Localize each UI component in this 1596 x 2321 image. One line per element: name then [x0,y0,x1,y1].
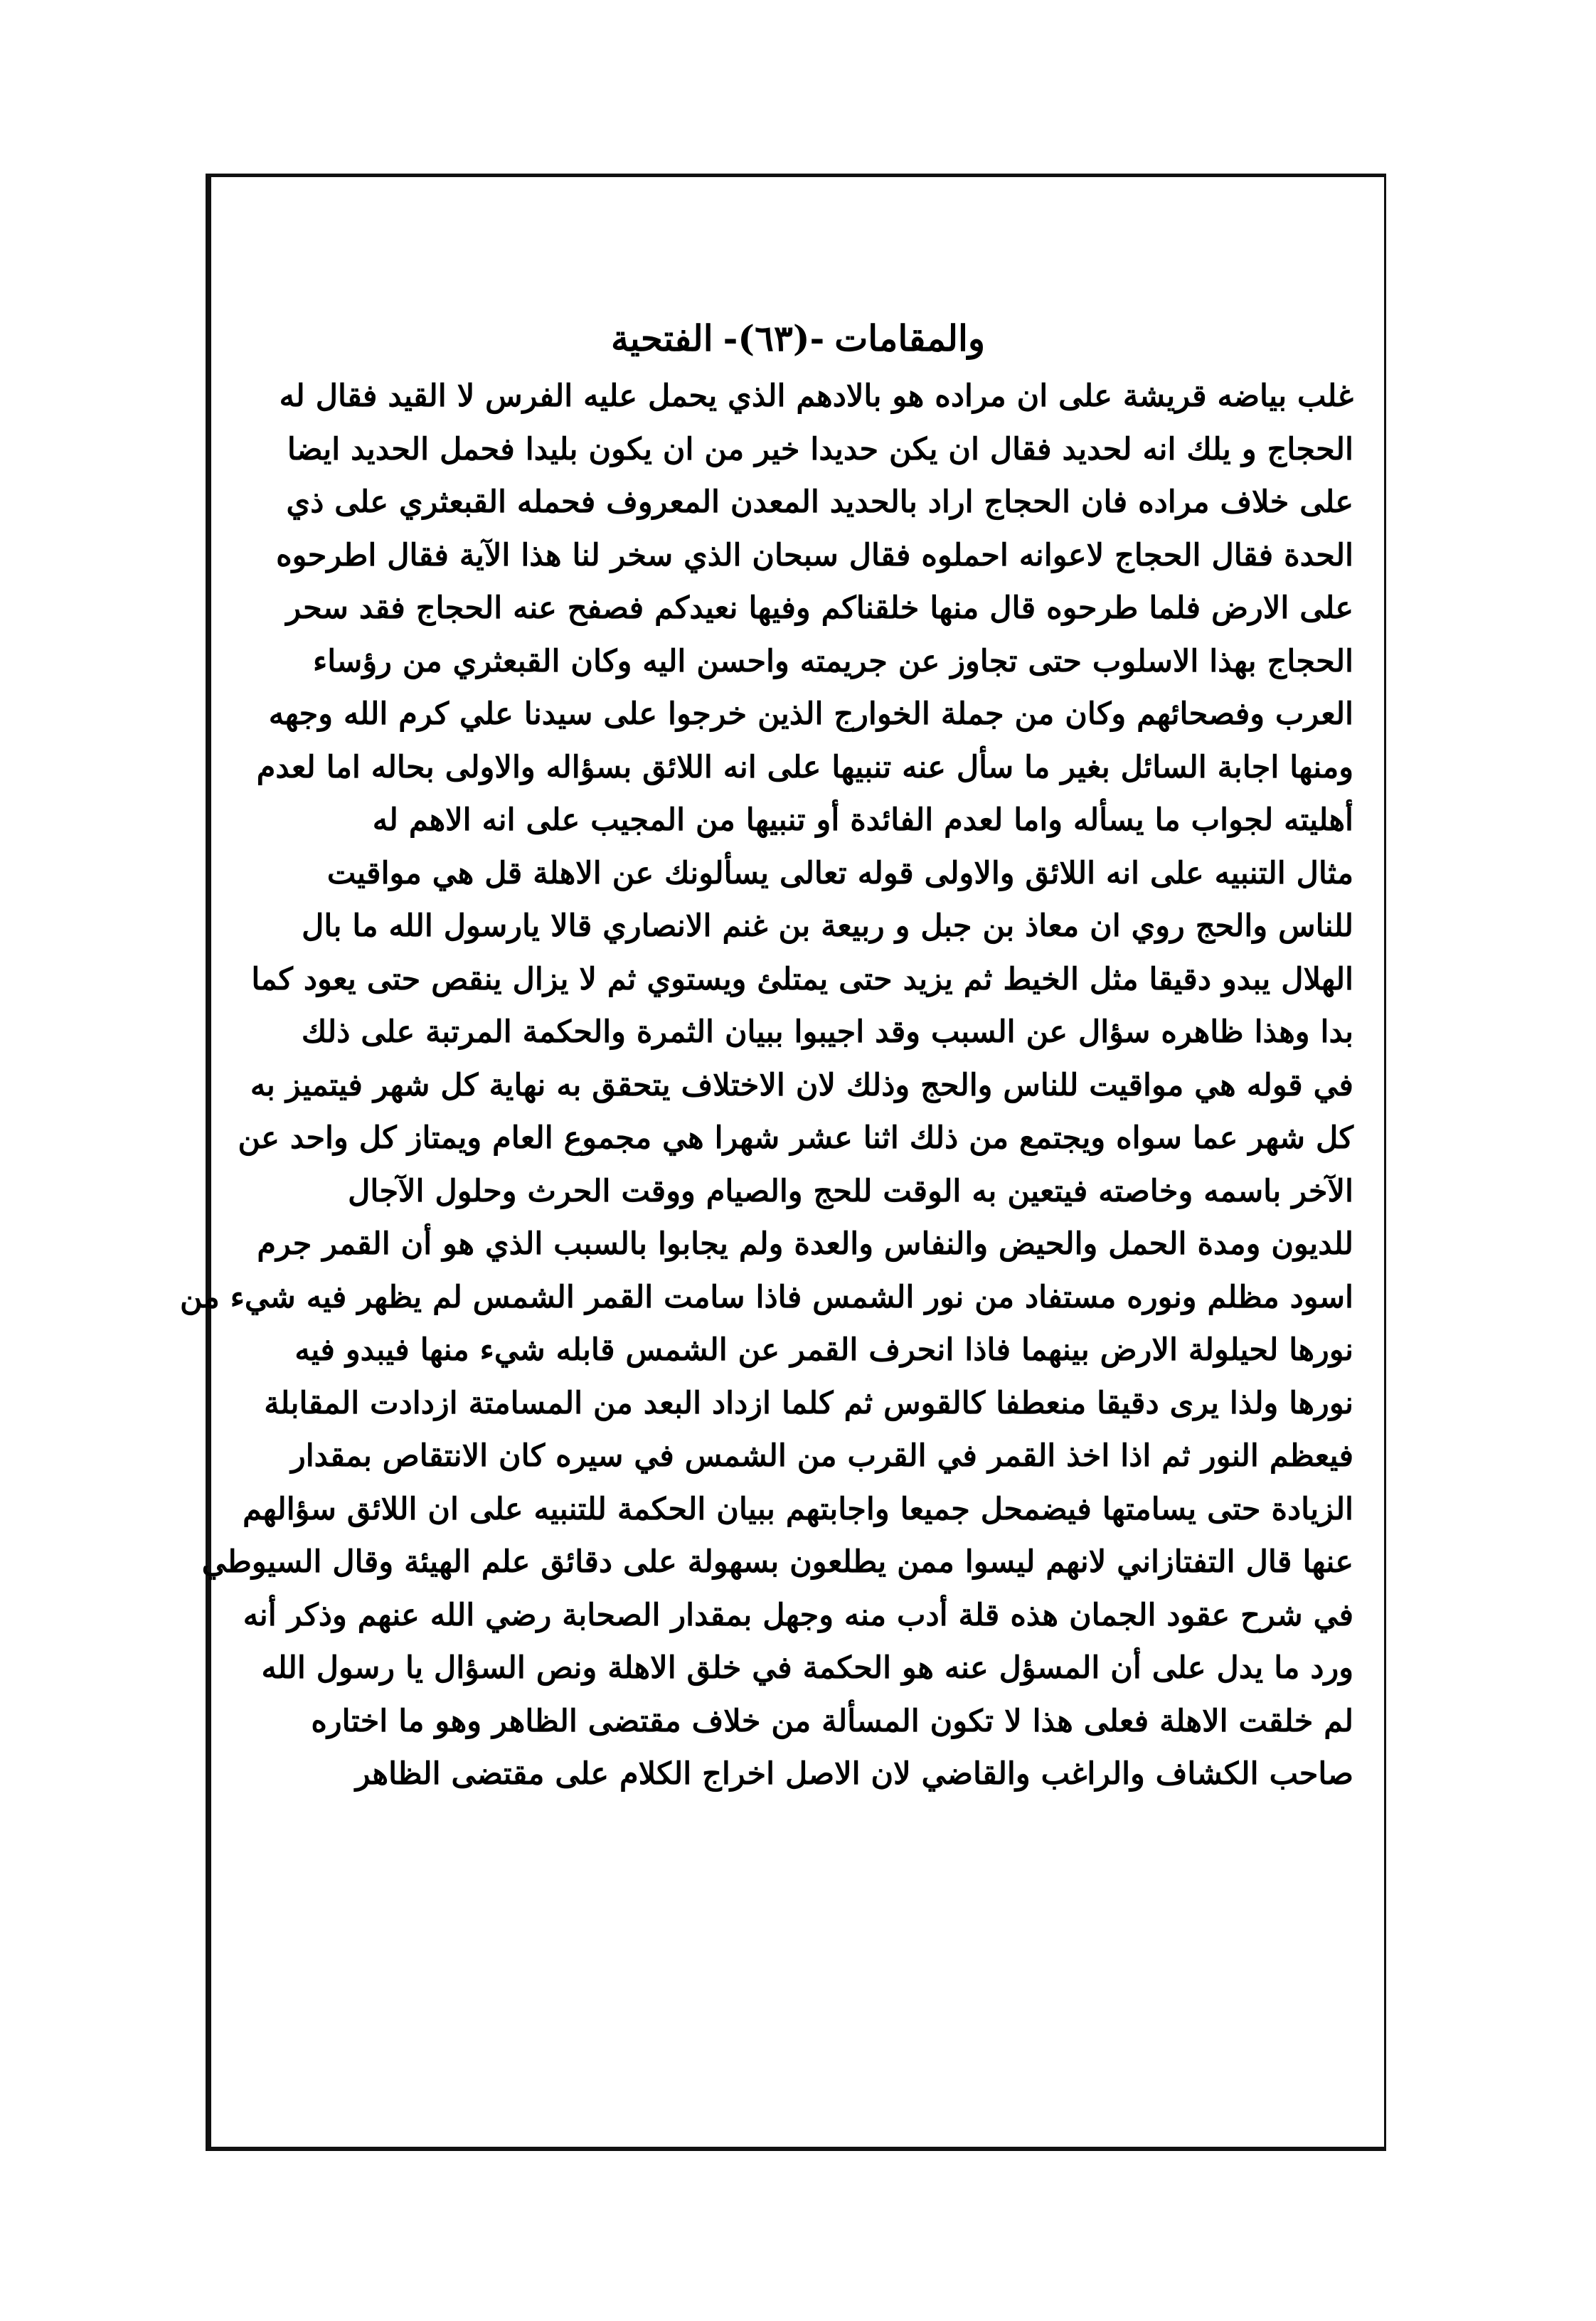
page-header [0,306,1596,370]
text-line: كل شهر عما سواه ويجتمع من ذلك اثنا عشر شهرا هي مجموع العام ويمتاز كل واحد عن [238,1120,1353,1156]
text-line: أهليته لجواب ما يسأله واما لعدم الفائدة أو تنبيها من المجيب على انه الاهم له [372,802,1353,838]
text-line: الحدة فقال الحجاج لاعوانه احملوه فقال سبحان الذي سخر لنا هذا الآية فقال اطرحوه [276,537,1353,573]
text-line: ومنها اجابة السائل بغير ما سأل عنه تنبيها على انه اللائق بسؤاله والاولى بحاله اما لعدم [256,749,1353,785]
text-line: العرب وفصحائهم وكان من جملة الخوارج الذين خرجوا على سيدنا علي كرم الله وجهه [268,696,1353,732]
text-line: الهلال يبدو دقيقا مثل الخيط ثم يزيد حتى يمتلئ ويستوي ثم لا يزال ينقص حتى يعود كما [251,961,1353,997]
text-line: للناس والحج روي ان معاذ بن جبل و ربيعة بن غنم الانصاري قالا يارسول الله ما بال [302,908,1353,944]
text-line: الآخر باسمه وخاصته فيتعين به الوقت للحج والصيام ووقت الحرث وحلول الآجال [348,1173,1353,1209]
text-line: ورد ما يدل على أن المسؤل عنه هو الحكمة في خلق الاهلة ونص السؤال يا رسول الله [261,1650,1353,1686]
text-line: صاحب الكشاف والراغب والقاضي لان الاصل اخراج الكلام على مقتضى الظاهر [355,1756,1353,1792]
header-title: والمقامات [834,317,986,359]
text-line: لم خلقت الاهلة فعلى هذا لا تكون المسألة من خلاف مقتضى الظاهر وهو ما اختاره [311,1703,1353,1739]
text-line: غلب بياضه قريشة على ان مراده هو بالادهم الذي يحمل عليه الفرس لا القيد فقال له [279,378,1353,414]
text-line: للديون ومدة الحمل والحيض والنفاس والعدة ولم يجابوا بالسبب الذي هو أن القمر جرم [257,1226,1353,1262]
text-line: على خلاف مراده فان الحجاج اراد بالحديد المعدن المعروف فحمله القبعثري على ذي [286,484,1353,520]
page-number: -(٦٣)- [723,317,825,359]
text-line: نورها لحيلولة الارض بينهما فاذا انحرف القمر عن الشمس قابله شيء منها فيبدو فيه [294,1332,1353,1368]
text-line: الحجاج و يلك انه لحديد فقال ان يكن حديدا خير من ان يكون بليدا فحمل الحديد ايضا [287,431,1353,467]
text-line: في قوله هي مواقيت للناس والحج وذلك لان الاختلاف يتحقق به نهاية كل شهر فيتميز به [250,1067,1353,1103]
text-line: فيعظم النور ثم اذا اخذ القمر في القرب من الشمس في سيره كان الانتقاص بمقدار [290,1438,1353,1474]
text-line: اسود مظلم ونوره مستفاد من نور الشمس فاذا سامت القمر الشمس لم يظهر فيه شيء من [179,1279,1353,1315]
text-line: على الارض فلما طرحوه قال منها خلقناكم وفيها نعيدكم فصفح عنه الحجاج فقد سحر [286,590,1353,626]
chapter-title: الفتحية [610,317,713,359]
text-line: بدا وهذا ظاهره سؤال عن السبب وقد اجيبوا ببيان الثمرة والحكمة المرتبة على ذلك [301,1014,1353,1050]
text-line: في شرح عقود الجمان هذه قلة أدب منه وجهل بمقدار الصحابة رضي الله عنهم وذكر أنه [243,1597,1353,1633]
text-line: نورها ولذا يرى دقيقا منعطفا كالقوس ثم كلما ازداد البعد من المسامتة ازدادت المقابلة [264,1385,1353,1421]
text-line: الحجاج بهذا الاسلوب حتى تجاوز عن جريمته واحسن اليه وكان القبعثري من رؤساء [312,643,1353,679]
body-text [179,370,1353,1801]
text-line: مثال التنبيه على انه اللائق والاولى قوله تعالى يسألونك عن الاهلة قل هي مواقيت [326,855,1353,891]
text-line: عنها قال التفتازاني لانهم ليسوا ممن يطلعون بسهولة على دقائق علم الهيئة وقال السيوطي [201,1544,1353,1580]
text-line: الزيادة حتى يسامتها فيضمحل جميعا واجابتهم ببيان الحكمة للتنبيه على ان اللائق سؤالهم [243,1491,1353,1527]
